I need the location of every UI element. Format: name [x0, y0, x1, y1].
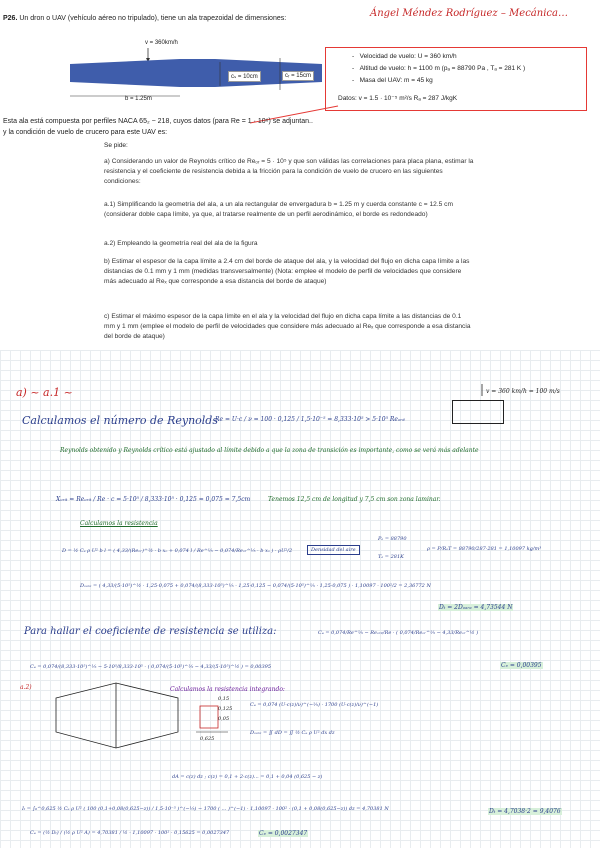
reynolds-title: Calculamos el número de Reynolds	[22, 414, 218, 427]
author-signature: Ángel Méndez Rodríguez – Mecánica…	[370, 8, 568, 19]
v-note: v = 360 km/h = 100 m/s	[486, 388, 560, 395]
section-a-label: a) ~ a.1 ~	[16, 386, 73, 399]
cr-label: cᵣ = 15cm	[282, 71, 314, 81]
b-label: b = 1.25m	[125, 96, 152, 102]
cf2-result: Cₑ = 0,0027347	[259, 830, 308, 837]
integral-title: Calculamos la resistencia integrando:	[170, 686, 285, 693]
data-item-speed: - Velocidad de vuelo: U = 360 km/h	[352, 53, 457, 60]
t-value: Tₐ = 281K	[378, 554, 404, 560]
cf2-final-eq: Cₑ = (½ Dₜ) / (½ ρ U² A) = 4,70381 / ½ · 1,10097 · 100² · 0,15625 = 0,0027347	[30, 830, 230, 836]
resistencia-title: Calculamos la resistencia	[80, 520, 158, 527]
i-eq: Iₜ = ∫₀^0,625 ½ Cₑ ρ U² ( 100 (0,1+0,08(0,625−z)) / 1,5·10⁻⁵ )^(−⅕) − 1700 ( ... )^(−1) · 1,10097 · 100² · (0,1 + 0,08(0,625−z)) dz = 4,70381 N	[22, 806, 389, 812]
question-b: b) Estimar el espesor de la capa límite a 2.4 cm del borde de ataque del ala, y la velocidad del flujo en dicha capa límite a las distancias de 0.1 mm y 1 mm (medidas transversalmente) (Nota: emplee el modelo de perfil de velocidades que considere más adecuado al Reₓ que corresponde a esa distancia del borde de ataque)	[104, 258, 470, 285]
handwritten-notes	[0, 350, 600, 848]
dcara2-eq: Dₒₐᵣₐ = ∬ dD = ∬ ½ Cₑ ρ U² dx dz	[250, 730, 335, 736]
cf2-eq: Cₑ = 0,074 (U·c(z)/ν)^(−⅕) · 1700 (U·c(z)/ν)^(−1)	[250, 702, 379, 708]
dt-result: Dₜ = 2Dₒₐᵣₐ = 4,73544 N	[439, 604, 513, 611]
dim-1: 0,15	[218, 696, 230, 702]
statement-line-1: Esta ala está compuesta por perfiles NACA 65₂ − 218, cuyos datos (para Re = 1 · 10⁶) se adjuntan..	[3, 118, 313, 125]
p-value: Pₐ = 88790	[378, 536, 407, 542]
plate-sketch	[452, 400, 504, 424]
density-label: Densidad del aire	[307, 545, 360, 555]
problem-title: P26. Un dron o UAV (vehículo aéreo no tripulado), tiene un ala trapezoidal de dimensiones:	[3, 15, 287, 22]
cf-formula: Cₑ = 0,074/Re^⅕ − Reₒᵣᵢₜ/Re · ( 0,074/Reₒᵣ^⅕ − 4,33/Reₒᵣ^½ )	[318, 630, 479, 636]
dcara-eq: Dₒₐᵣₐ = ( 4,33/(5·10⁵)^½ · 1,25·0,075 + 0,074/(8,333·10⁵)^⅕ · 1,25·0,125 − 0,074/(5·10⁵)^⅕ · 1,25·0,075 ) · 1,10097 · 100²/2 = 2,36772 N	[80, 583, 431, 589]
velocity-label: v = 360km/h	[145, 40, 178, 46]
d-eq: D = ½ Cₑ ρ U² b l = ( 4,33/(Reₒᵣ)^½ · b xₒ + 0,074 l / Re^⅕ − 0,074/Reₒᵣ^⅕ · b xₒ ) · ρU²/2	[62, 548, 293, 554]
reynolds-eq: Re = U·c / ν = 100 · 0,125 / 1,5·10⁻⁵ = 8,333·10⁵ > 5·10⁵ Reₒᵣᵢₜ	[215, 416, 406, 423]
trapezoid-sketch	[54, 680, 182, 752]
question-c: c) Estimar el máximo espesor de la capa límite en el ala y la velocidad del flujo en dicha capa límite a las distancias de 0.1 mm y 1 mm (emplee el modelo de perfil de velocidades que considere más adecuado al Reₓ que corresponde a esa distancia del borde de ataque)	[104, 313, 471, 340]
section-a2-label: a.2)	[20, 684, 32, 691]
question-a2: a.2) Empleando la geometría real del ala de la figura	[104, 240, 258, 247]
dim-2: 0,125	[218, 706, 233, 712]
question-a1: a.1) Simplificando la geometría del ala, a un ala rectangular de envergadura b = 1.25 m y cuerda constante c = 12.5 cm (considerar doble capa límite, ya que, al tratarse realmente de un perfil aerodinámico, el borde es redondeado)	[104, 201, 453, 218]
cf-eq: Cₑ = 0,074/(8,333·10⁵)^⅕ − 5·10⁵/8,333·10⁵ · ( 0,074/(5·10⁵)^⅕ − 4,33/(5·10⁵)^½ ) = 0,00395	[30, 664, 272, 670]
data-datos: Datos: v = 1.5 · 10⁻⁵ m²/s Rₐ = 287 J/kgK	[338, 95, 458, 102]
xcritico-eq: Xₒᵣᵢₜ = Reₒᵣᵢₜ / Re · c = 5·10⁵ / 8,333·10⁵ · 0,125 = 0,075 = 7,5cm	[56, 496, 251, 503]
data-item-mass: - Masa del UAV: m = 45 kg	[352, 77, 433, 84]
cf-title: Para hallar el coeficiente de resistencia se utiliza:	[24, 626, 277, 637]
dt2-result: Dₜ = 4,7038·2 = 9,4076	[489, 808, 561, 815]
data-item-altitude: - Altitud de vuelo: h = 1100 m (pₐ = 88790 Pa , Tₐ = 281 K )	[352, 65, 526, 72]
xcritico-note: Tenemos 12,5 cm de longitud y 7,5 cm son zona laminar.	[268, 496, 441, 503]
problem-statement	[0, 0, 600, 350]
question-a: a) Considerando un valor de Reynolds crítico de Reₒᵣ = 5 · 10⁵ y que son válidas las correlaciones para placa plana, estimar la resistencia y el coeficiente de resistencia debida a la fricción para la condición de vuelo de crucero en las siguientes condiciones:	[104, 158, 474, 185]
statement-line-2: y la condición de vuelo de crucero para este UAV es:	[3, 129, 168, 136]
se-pide: Se pide:	[104, 142, 128, 149]
da-eq: dA = c(z) dz ; c(z) = 0,1 + 2·c(z)... = 0,1 + 0,04 (0,625 − z)	[172, 774, 323, 780]
cf-result: Cₑ = 0,00395	[501, 662, 542, 669]
dim-4: 0,625	[200, 736, 215, 742]
dim-3: 0,05	[218, 716, 230, 722]
cs-label: cₛ = 10cm	[228, 71, 261, 82]
reynolds-note: Reynolds obtenido y Reynolds crítico está ajustado al límite debido a que la zona de transición es importante, como se verá más adelante	[60, 447, 479, 454]
rho-eq: ρ = P/RₐT = 88790/287·281 = 1,10097 kg/m³	[427, 546, 542, 552]
